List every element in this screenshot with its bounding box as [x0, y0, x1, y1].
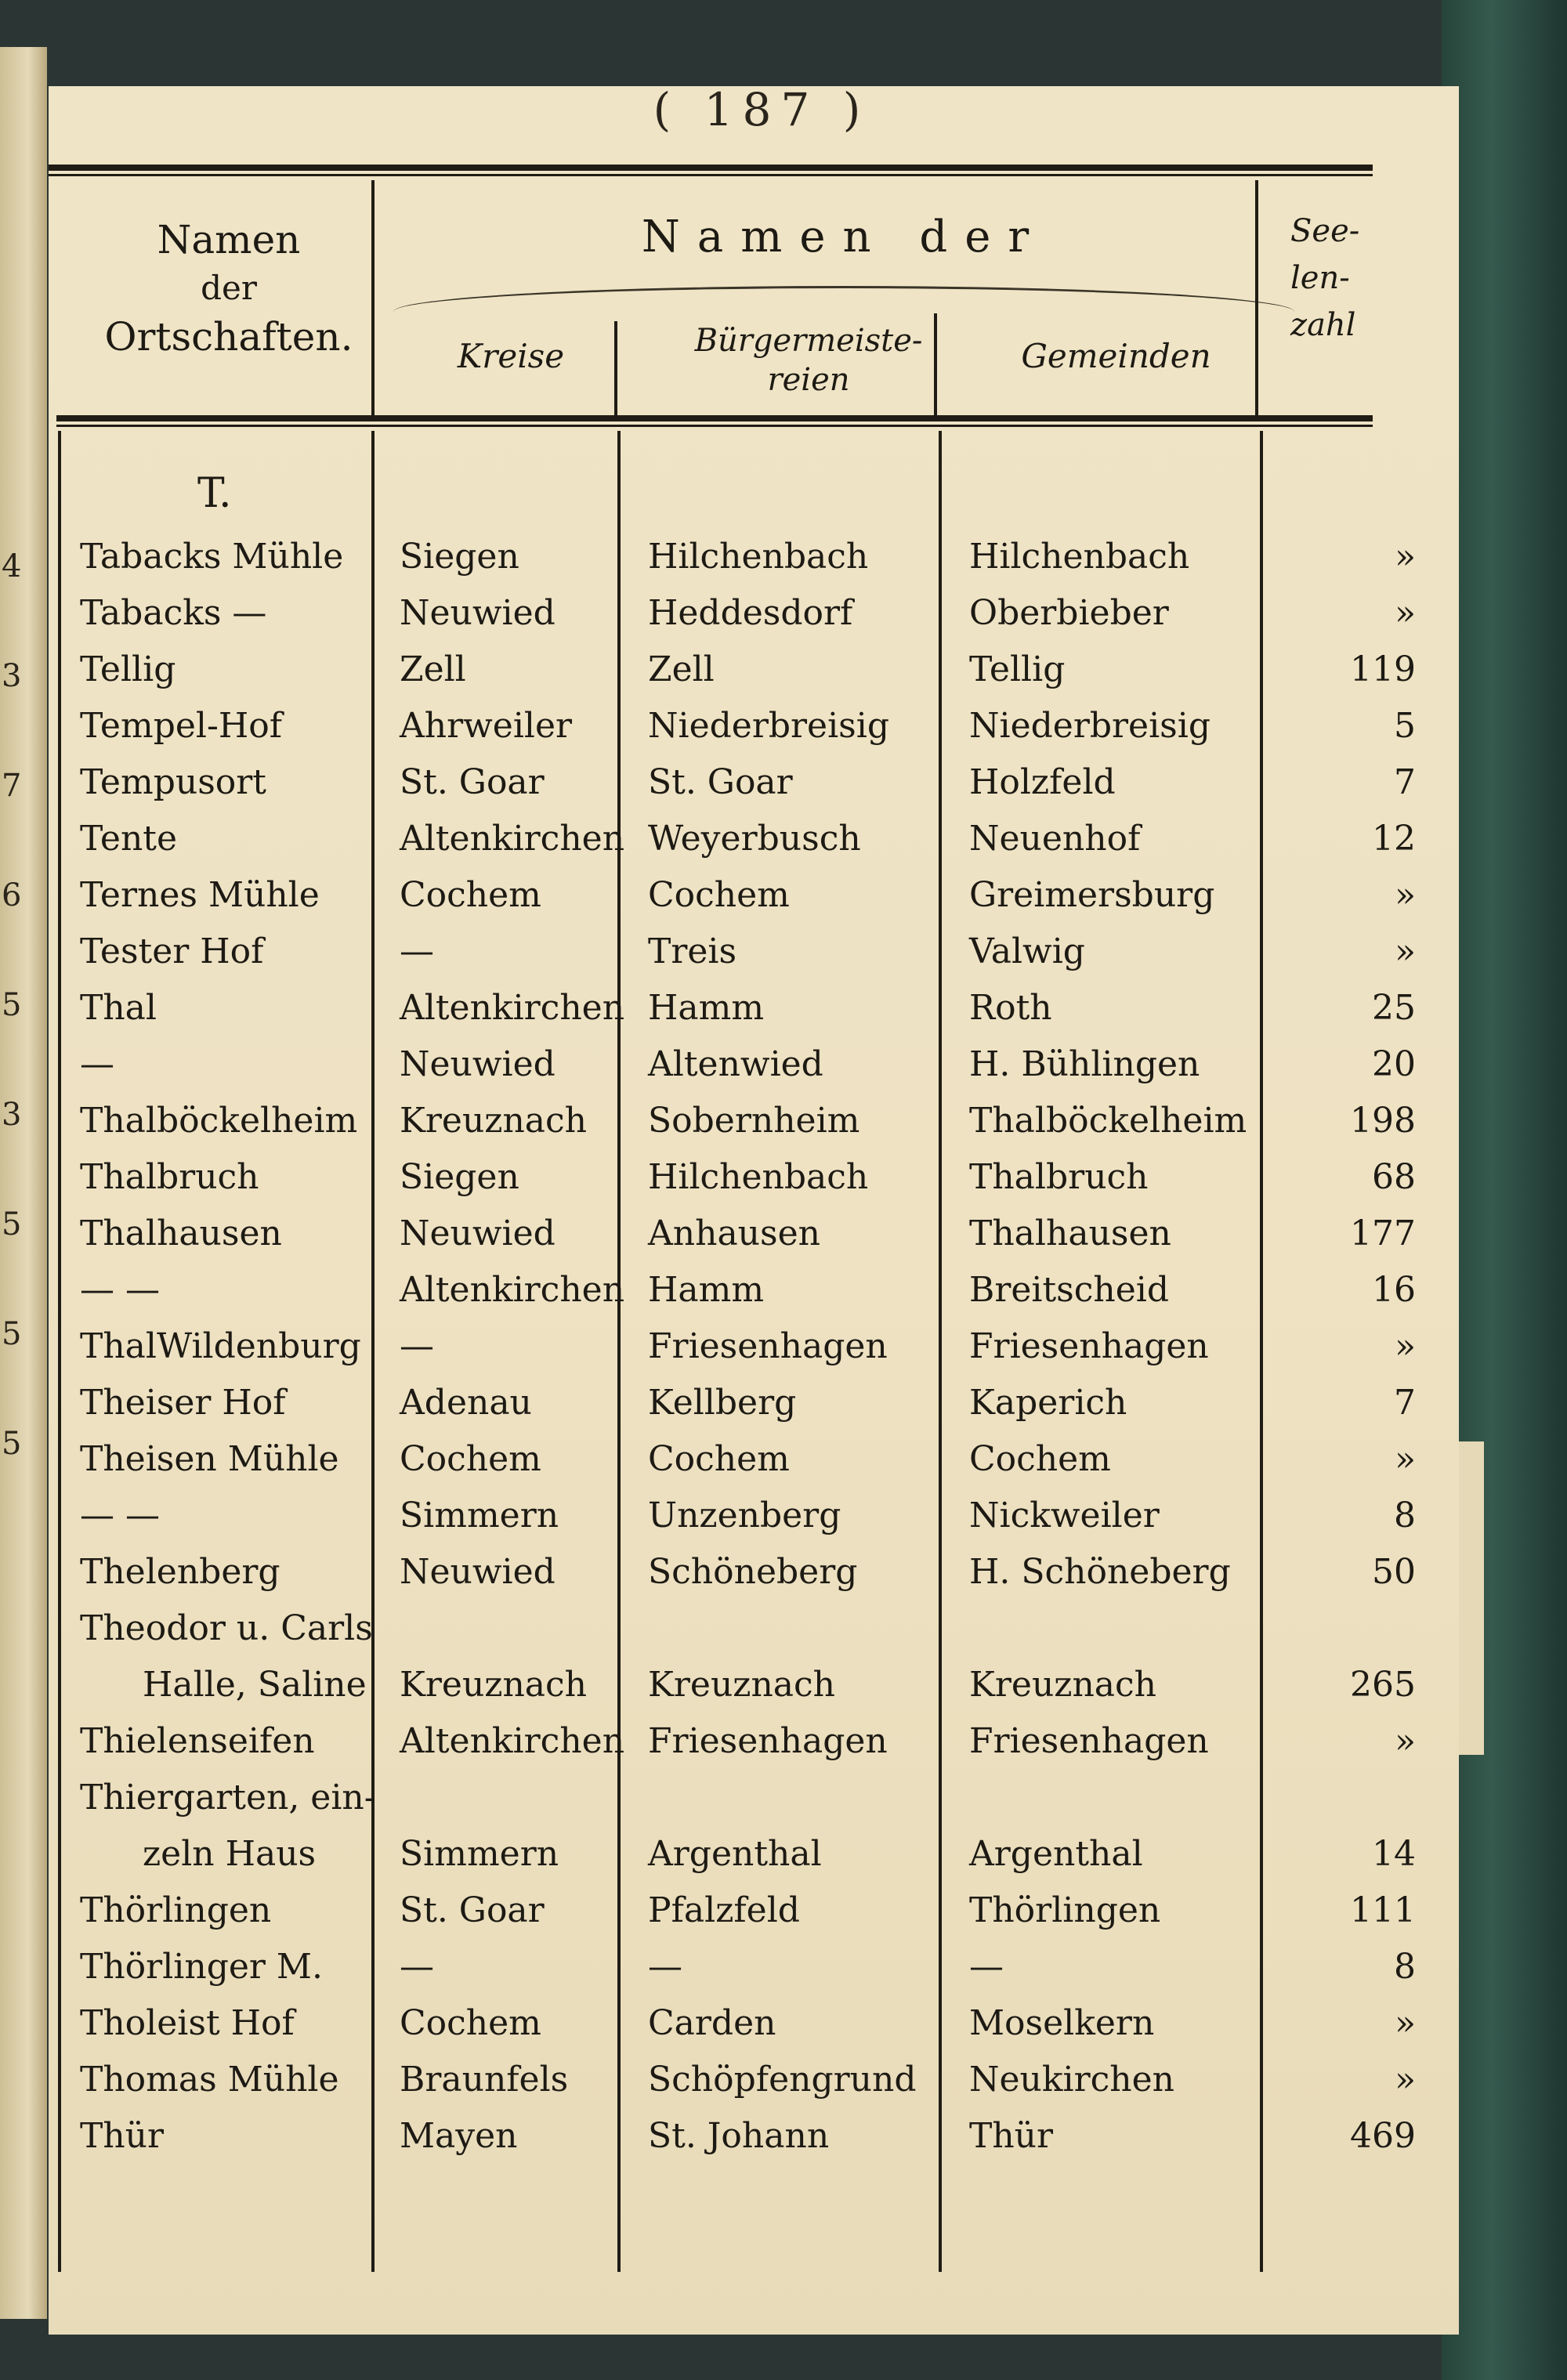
table-row [49, 1262, 1459, 1318]
cell-kreis: Cochem [400, 875, 541, 915]
table-row [49, 924, 1459, 980]
cell-buergermeisterei: St. Goar [648, 762, 793, 802]
cell-ortschaft: — [80, 1044, 114, 1084]
left-margin-digit: 7 [2, 768, 22, 804]
header-seelenzahl [1255, 208, 1381, 349]
cell-kreis: Neuwied [400, 593, 556, 633]
cell-ortschaft: Tester Hof [80, 931, 264, 971]
header-vrule-4 [1255, 180, 1258, 415]
cell-gemeinde: Hilchenbach [969, 537, 1190, 577]
cell-buergermeisterei: Unzenberg [648, 1496, 841, 1535]
table-row [49, 1544, 1459, 1601]
header-rule [56, 415, 1373, 421]
cell-gemeinde: Greimersburg [969, 875, 1215, 915]
cell-buergermeisterei: Cochem [648, 1439, 790, 1479]
table-row [49, 1995, 1459, 2052]
cell-kreis: Simmern [400, 1834, 559, 1874]
left-margin-digit: 4 [2, 548, 22, 584]
cell-ortschaft: Thörlinger M. [80, 1947, 323, 1987]
cell-buergermeisterei: Hamm [648, 1270, 765, 1310]
cell-kreis: Ahrweiler [400, 706, 573, 746]
table-row [49, 2052, 1459, 2108]
cell-kreis: Altenkirchen [400, 1721, 625, 1761]
header-buergermeistereien-line2: reien [767, 362, 850, 398]
cell-kreis: Neuwied [400, 1552, 556, 1592]
cell-buergermeisterei: Weyerbusch [648, 819, 861, 859]
left-page-margin-digits [0, 47, 31, 2319]
cell-seelenzahl: » [1395, 1439, 1416, 1479]
header-ortschaften-line3: Ortschaften. [104, 314, 353, 360]
header-seelenzahl-line1: See- [1290, 213, 1360, 249]
cell-gemeinde: Thalbruch [969, 1157, 1149, 1197]
cell-buergermeisterei: — [648, 1947, 682, 1987]
left-margin-digit: 3 [2, 1097, 22, 1133]
cell-ortschaft: ThalWildenburg [80, 1326, 361, 1366]
header-kreise: Kreise [457, 337, 565, 375]
left-page-edge [0, 47, 47, 2319]
cell-kreis: St. Goar [400, 1890, 545, 1930]
cell-gemeinde: Thür [969, 2116, 1054, 2156]
cell-kreis: Simmern [400, 1496, 559, 1535]
cell-buergermeisterei: Schöpfengrund [648, 2060, 917, 2100]
cell-gemeinde: Thörlingen [969, 1890, 1161, 1930]
cell-buergermeisterei: Anhausen [648, 1214, 820, 1253]
table-row [49, 1036, 1459, 1093]
cell-seelenzahl: 50 [1372, 1552, 1416, 1592]
table-row [49, 811, 1459, 867]
cell-seelenzahl: » [1395, 2060, 1416, 2100]
cell-ortschaft: Tempel-Hof [80, 706, 282, 746]
cell-buergermeisterei: Friesenhagen [648, 1326, 888, 1366]
cell-gemeinde: Friesenhagen [969, 1326, 1209, 1366]
top-rule-thin [49, 174, 1373, 176]
cell-kreis: — [400, 1326, 434, 1366]
left-margin-digit: 5 [2, 1316, 22, 1352]
table-row [49, 1206, 1459, 1262]
cell-buergermeisterei: Cochem [648, 875, 790, 915]
cell-seelenzahl: » [1395, 537, 1416, 577]
left-margin-digit: 5 [2, 987, 22, 1023]
table-row [49, 1601, 1459, 1657]
cell-buergermeisterei: Heddesdorf [648, 593, 853, 633]
cell-gemeinde: H. Bühlingen [969, 1044, 1200, 1084]
cell-kreis: Mayen [400, 2116, 518, 2156]
cell-ortschaft: Thalhausen [80, 1214, 282, 1253]
table-row [49, 1431, 1459, 1488]
cell-gemeinde: Friesenhagen [969, 1721, 1209, 1761]
cell-ortschaft: Thalbruch [80, 1157, 259, 1197]
cell-ortschaft: Thalböckelheim [80, 1101, 358, 1141]
left-margin-digit: 5 [2, 1426, 22, 1462]
table-row [49, 1883, 1459, 1939]
table-row [49, 1770, 1459, 1826]
cell-gemeinde: Tellig [969, 649, 1066, 689]
cell-buergermeisterei: Kreuznach [648, 1665, 836, 1705]
cell-seelenzahl: » [1395, 875, 1416, 915]
cell-buergermeisterei: Treis [648, 931, 737, 971]
cell-gemeinde: Kreuznach [969, 1665, 1157, 1705]
cell-kreis: — [400, 1947, 434, 1987]
table-row [49, 1149, 1459, 1206]
header-gemeinden: Gemeinden [1021, 337, 1211, 375]
header-buergermeistereien [632, 321, 985, 400]
cell-kreis: Adenau [400, 1383, 532, 1423]
cell-ortschaft: Ternes Mühle [80, 875, 320, 915]
cell-gemeinde: Kaperich [969, 1383, 1127, 1423]
cell-buergermeisterei: Hamm [648, 988, 765, 1028]
cell-seelenzahl: 177 [1350, 1214, 1416, 1253]
cell-gemeinde: H. Schöneberg [969, 1552, 1231, 1592]
cell-ortschaft: Tellig [80, 649, 176, 689]
cell-ortschaft: Theodor u. Carls [80, 1608, 373, 1648]
table-row [49, 585, 1459, 642]
cell-kreis: Altenkirchen [400, 988, 625, 1028]
section-letter: T. [197, 470, 232, 517]
cell-ortschaft: Thiergarten, ein- [80, 1778, 376, 1818]
table-row [49, 1713, 1459, 1770]
cell-seelenzahl: » [1395, 2003, 1416, 2043]
cell-seelenzahl: » [1395, 1326, 1416, 1366]
cell-kreis: Altenkirchen [400, 819, 625, 859]
cell-buergermeisterei: Zell [648, 649, 715, 689]
cell-seelenzahl: 20 [1372, 1044, 1416, 1084]
cell-seelenzahl: » [1395, 593, 1416, 633]
cell-kreis: Neuwied [400, 1044, 556, 1084]
cell-buergermeisterei: Altenwied [648, 1044, 823, 1084]
top-rule [49, 165, 1373, 171]
table-row [49, 1939, 1459, 1995]
header-vrule-3 [934, 313, 937, 415]
cell-gemeinde: Valwig [969, 931, 1085, 971]
cell-seelenzahl: 5 [1394, 706, 1416, 746]
header-vrule-2 [614, 321, 617, 415]
header-brace [393, 286, 1294, 312]
header-ortschaften-line2: der [201, 269, 257, 307]
header-buergermeistereien-line1: Bürgermeiste- [694, 323, 923, 359]
table-row [49, 1826, 1459, 1883]
header-vrule-1 [371, 180, 375, 415]
table-row [49, 1488, 1459, 1544]
table-row [49, 867, 1459, 924]
cell-gemeinde: Neuenhof [969, 819, 1141, 859]
cell-ortschaft: Thal [80, 988, 157, 1028]
header-ortschaften [64, 215, 393, 361]
table-body [49, 529, 1459, 2165]
cell-buergermeisterei: Hilchenbach [648, 537, 869, 577]
cell-gemeinde: Moselkern [969, 2003, 1155, 2043]
cell-ortschaft: Theiser Hof [80, 1383, 286, 1423]
cell-seelenzahl: 469 [1350, 2116, 1416, 2156]
cell-kreis: Altenkirchen [400, 1270, 625, 1310]
table-row [49, 642, 1459, 698]
cell-gemeinde: Cochem [969, 1439, 1111, 1479]
cell-seelenzahl: 119 [1350, 649, 1416, 689]
cell-ortschaft: Halle, Saline [143, 1665, 367, 1705]
cell-buergermeisterei: Kellberg [648, 1383, 797, 1423]
book-page [49, 83, 1459, 2335]
header-seelenzahl-line2: len- [1290, 260, 1350, 296]
table-row [49, 698, 1459, 754]
cell-seelenzahl: 111 [1350, 1890, 1416, 1930]
cell-ortschaft: Thelenberg [80, 1552, 280, 1592]
cell-seelenzahl: 8 [1394, 1947, 1416, 1987]
cell-gemeinde: — [969, 1947, 1004, 1987]
cell-gemeinde: Neukirchen [969, 2060, 1175, 2100]
cell-kreis: Siegen [400, 537, 519, 577]
book-cover-edge [1442, 0, 1567, 2380]
cell-kreis: — [400, 931, 434, 971]
cell-gemeinde: Holzfeld [969, 762, 1116, 802]
cell-kreis: Kreuznach [400, 1101, 588, 1141]
table-row [49, 1093, 1459, 1149]
cell-kreis: Neuwied [400, 1214, 556, 1253]
cell-ortschaft: Tempusort [80, 762, 266, 802]
cell-kreis: Zell [400, 649, 466, 689]
cell-gemeinde: Breitscheid [969, 1270, 1169, 1310]
cell-seelenzahl: 25 [1372, 988, 1416, 1028]
cell-seelenzahl: 198 [1350, 1101, 1416, 1141]
cell-ortschaft: Tente [80, 819, 178, 859]
cell-buergermeisterei: Pfalzfeld [648, 1890, 800, 1930]
cell-seelenzahl: 68 [1372, 1157, 1416, 1197]
cell-seelenzahl: » [1395, 1721, 1416, 1761]
cell-buergermeisterei: Friesenhagen [648, 1721, 888, 1761]
cell-buergermeisterei: Carden [648, 2003, 776, 2043]
cell-kreis: Siegen [400, 1157, 519, 1197]
cell-gemeinde: Niederbreisig [969, 706, 1211, 746]
cell-ortschaft: Thür [80, 2116, 165, 2156]
cell-seelenzahl: 16 [1372, 1270, 1416, 1310]
header-rule-thin [56, 425, 1373, 427]
cell-ortschaft: — — [80, 1270, 160, 1310]
cell-gemeinde: Thalböckelheim [969, 1101, 1247, 1141]
cell-ortschaft: Thomas Mühle [80, 2060, 339, 2100]
cell-gemeinde: Argenthal [969, 1834, 1143, 1874]
table-row [49, 2108, 1459, 2165]
cell-buergermeisterei: Sobernheim [648, 1101, 860, 1141]
table-row [49, 1657, 1459, 1713]
cell-buergermeisterei: Schöneberg [648, 1552, 858, 1592]
cell-kreis: Braunfels [400, 2060, 569, 2100]
cell-seelenzahl: 7 [1394, 1383, 1416, 1423]
cell-ortschaft: Thörlingen [80, 1890, 272, 1930]
cell-seelenzahl: » [1395, 931, 1416, 971]
table-row [49, 980, 1459, 1036]
cell-seelenzahl: 14 [1372, 1834, 1416, 1874]
cell-buergermeisterei: St. Johann [648, 2116, 830, 2156]
header-seelenzahl-line3: zahl [1290, 307, 1356, 343]
cell-gemeinde: Oberbieber [969, 593, 1169, 633]
cell-kreis: Cochem [400, 2003, 541, 2043]
cell-kreis: Kreuznach [400, 1665, 588, 1705]
page-number: ( 187 ) [653, 83, 870, 136]
left-margin-digit: 3 [2, 658, 22, 694]
table-row [49, 1375, 1459, 1431]
table-row [49, 1318, 1459, 1375]
header-namen-der: Namen der [641, 212, 1047, 262]
cell-seelenzahl: 265 [1350, 1665, 1416, 1705]
cell-kreis: St. Goar [400, 762, 545, 802]
cell-buergermeisterei: Niederbreisig [648, 706, 889, 746]
table-row [49, 754, 1459, 811]
cell-ortschaft: Tholeist Hof [80, 2003, 295, 2043]
header-ortschaften-line1: Namen [157, 217, 301, 262]
cell-buergermeisterei: Argenthal [648, 1834, 822, 1874]
cell-kreis: Cochem [400, 1439, 541, 1479]
cell-ortschaft: zeln Haus [143, 1834, 317, 1874]
cell-seelenzahl: 12 [1372, 819, 1416, 859]
cell-seelenzahl: 8 [1394, 1496, 1416, 1535]
cell-ortschaft: — — [80, 1496, 160, 1535]
cell-seelenzahl: 7 [1394, 762, 1416, 802]
cell-ortschaft: Thielenseifen [80, 1721, 315, 1761]
cell-gemeinde: Thalhausen [969, 1214, 1171, 1253]
cell-buergermeisterei: Hilchenbach [648, 1157, 869, 1197]
cell-gemeinde: Nickweiler [969, 1496, 1160, 1535]
table-row [49, 529, 1459, 585]
cell-ortschaft: Tabacks — [80, 593, 267, 633]
left-margin-digit: 6 [2, 877, 22, 913]
cell-gemeinde: Roth [969, 988, 1052, 1028]
cell-ortschaft: Tabacks Mühle [80, 537, 344, 577]
cell-ortschaft: Theisen Mühle [80, 1439, 339, 1479]
left-margin-digit: 5 [2, 1206, 22, 1242]
